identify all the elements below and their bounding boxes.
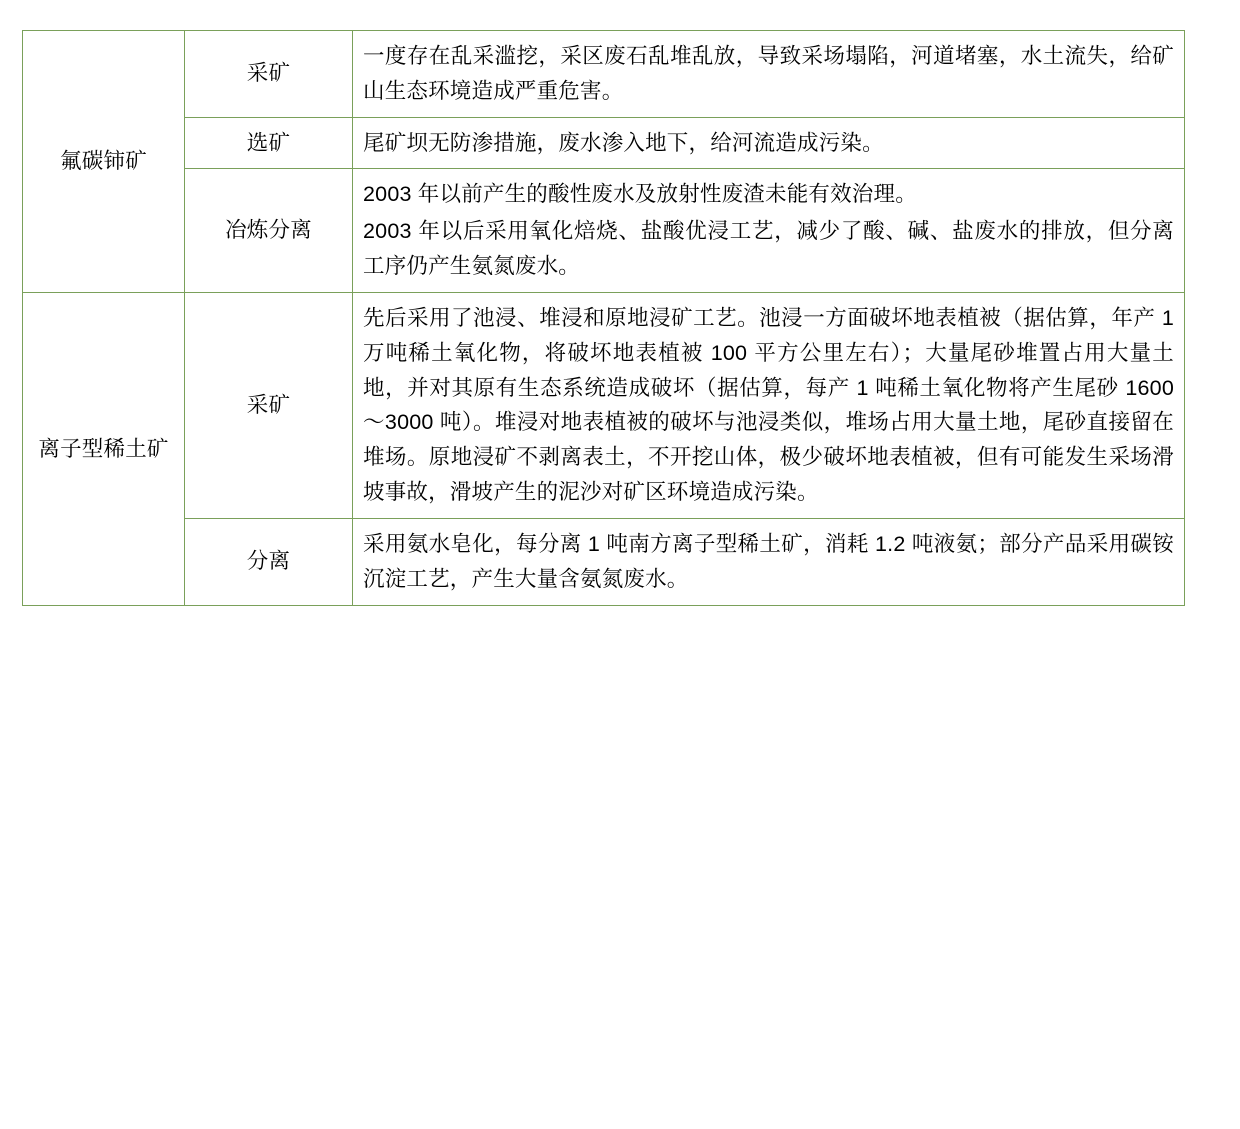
table-row: [23, 169, 1185, 292]
table-row: [23, 117, 1185, 169]
mineral-type-label: 氟碳铈矿: [60, 149, 147, 174]
process-stage-label: 冶炼分离: [225, 218, 312, 243]
process-stage-label: 采矿: [246, 61, 291, 86]
table-row: [23, 31, 1185, 118]
description-paragraph: 一度存在乱采滥挖，采区废石乱堆乱放，导致采场塌陷，河道堵塞，水土流失，给矿山生态环境造成严重危害。: [363, 44, 1174, 103]
description-cell: [353, 117, 1185, 169]
description-cell: [353, 518, 1185, 605]
process-stage-label: 选矿: [246, 130, 291, 155]
description-paragraph: 先后采用了池浸、堆浸和原地浸矿工艺。池浸一方面破坏地表植被（据估算，年产 1 万吨稀土氧化物，将破坏地表植被 100 平方公里左右）；大量尾砂堆置占用大量土地，并对其原有生态系统造成破坏（据估算，每产 1 吨稀土氧化物将产生尾砂 1600～3000 吨）。堆浸对地表植被的破坏与池浸类似，堆场占用大量土地，尾砂直接留在堆场。原地浸矿不剥离表土，不开挖山体，极少破坏地表植被，但有可能发生采场滑坡事故，滑坡产生的泥沙对矿区环境造成污染。: [363, 305, 1174, 505]
process-stage-label: 采矿: [246, 393, 291, 418]
description-cell: [353, 292, 1185, 518]
rare-earth-pollution-table: [22, 30, 1185, 606]
description-paragraph: 2003 年以前产生的酸性废水及放射性废渣未能有效治理。: [363, 182, 917, 207]
description-paragraph: 2003 年以后采用氧化焙烧、盐酸优浸工艺，减少了酸、碱、盐废水的排放，但分离工序仍产生氨氮废水。: [363, 219, 1174, 279]
process-stage-cell: [185, 169, 353, 292]
description-cell: [353, 169, 1185, 292]
process-stage-label: 分离: [246, 549, 291, 574]
table-body: [23, 31, 1185, 606]
mineral-type-label: 离子型稀土矿: [38, 436, 169, 461]
process-stage-cell: [185, 292, 353, 518]
table-row: [23, 292, 1185, 518]
process-stage-cell: [185, 117, 353, 169]
process-stage-cell: [185, 31, 353, 118]
description-paragraph: 采用氨水皂化，每分离 1 吨南方离子型稀土矿，消耗 1.2 吨液氨；部分产品采用碳铵沉淀工艺，产生大量含氨氮废水。: [363, 531, 1174, 591]
mineral-type-cell: [23, 31, 185, 293]
description-cell: [353, 31, 1185, 118]
table-row: [23, 518, 1185, 605]
process-stage-cell: [185, 518, 353, 605]
description-paragraph: 尾矿坝无防渗措施，废水渗入地下，给河流造成污染。: [363, 130, 884, 155]
mineral-type-cell: [23, 292, 185, 605]
